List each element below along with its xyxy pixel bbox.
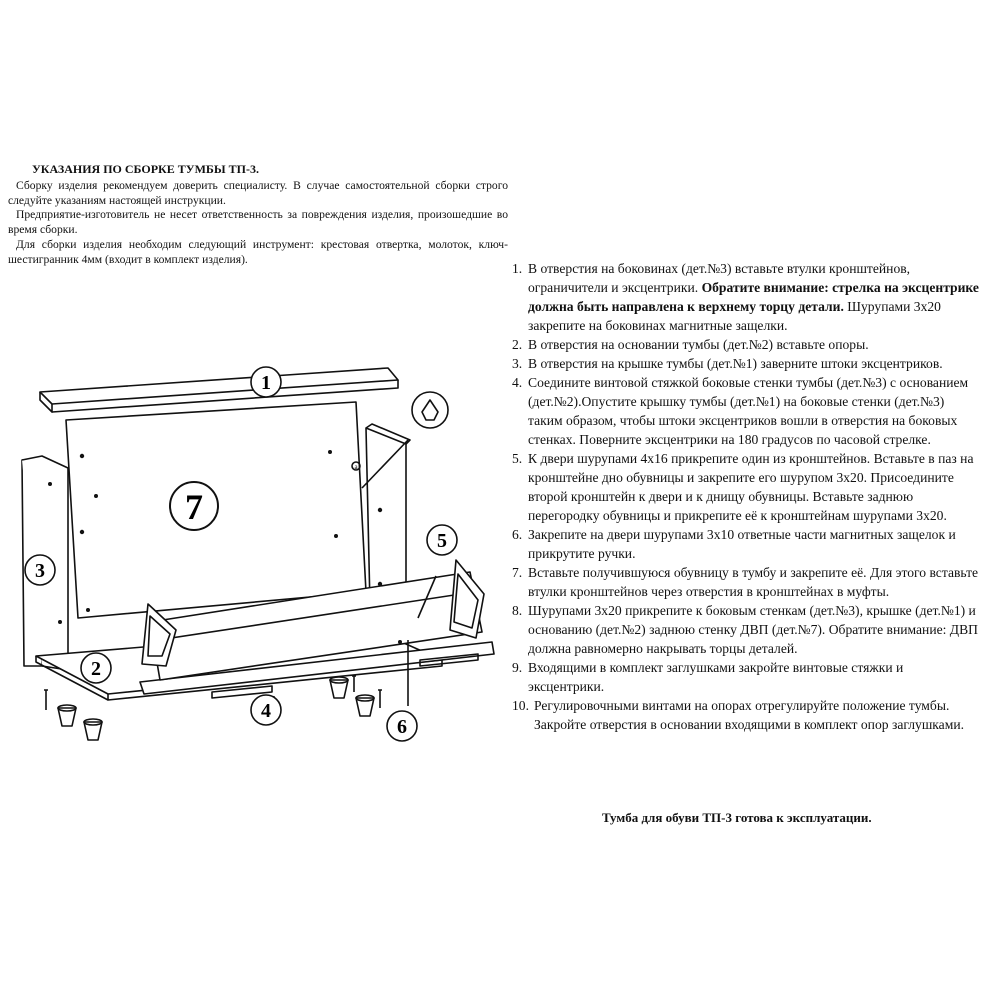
- step-text: В отверстия на основании тумбы (дет.№2) вставьте опоры.: [528, 337, 869, 352]
- step-text-after: Шурупами 3х20 закрепите на боковинах магнитные защелки.: [528, 299, 941, 333]
- step-number: 5.: [512, 451, 523, 466]
- step-5: [512, 449, 980, 525]
- step-2: [512, 335, 980, 354]
- svg-text:3: 3: [35, 560, 45, 582]
- document-title: УКАЗАНИЯ ПО СБОРКЕ ТУМБЫ ТП-3.: [32, 162, 259, 176]
- label-2: [81, 653, 111, 683]
- assembly-diagram: [0, 360, 510, 760]
- step-10: [512, 696, 980, 734]
- step-number: 9.: [512, 660, 523, 675]
- step-number: 10.: [512, 698, 529, 713]
- step-text: Шурупами 3х20 прикрепите к боковым стенкам (дет.№3), крышке (дет.№1) и основанию (дет.№2) заднюю стенку ДВП (дет.№7). Обратите внимание: ДВП должна равномерно накрывать торцы деталей.: [528, 603, 978, 656]
- step-text: Входящими в комплект заглушками закройте винтовые стяжки и эксцентрики.: [528, 660, 904, 694]
- step-number: 7.: [512, 565, 523, 580]
- top-panel: [40, 368, 398, 404]
- step-text: Соедините винтовой стяжкой боковые стенки тумбы (дет.№3) с основанием (дет.№2).Опустите крышку тумбы (дет.№1) на боковые стенки (дет.№3) таким образом, чтобы штоки эксцентриков вошли в отверстия на боковых стенках. Поверните эксцентрики на 180 градусов по часовой стрелке.: [528, 375, 969, 447]
- step-text: В отверстия на крышке тумбы (дет.№1) заверните штоки эксцентриков.: [528, 356, 943, 371]
- step-6: [512, 525, 980, 563]
- step-text: В отверстия на боковинах (дет.№3) вставьте втулки кронштейнов, ограничители и эксцентрики.: [528, 261, 911, 295]
- leg-back-right-1: [330, 677, 348, 698]
- svg-text:5: 5: [437, 530, 447, 552]
- svg-text:6: 6: [397, 716, 407, 738]
- step-text: К двери шурупами 4х16 прикрепите один из кронштейнов. Вставьте в паз на кронштейне дно обувницы и закрепите его шурупом 3х20. Присоедините второй кронштейн к двери и к днищу обувницы. Вставьте заднюю перегородку обувницы и прикрепите её к кронштейнам шурупами 3х20.: [528, 451, 974, 523]
- label-7: [170, 482, 218, 530]
- intro-paragraph-1: Сборку изделия рекомендуем доверить специалисту. В случае самостоятельной сборки строго следуйте указаниям настоящей инструкции.: [8, 178, 508, 207]
- svg-text:2: 2: [91, 658, 101, 680]
- step-1: [512, 259, 980, 335]
- step-8: [512, 601, 980, 658]
- step-4: [512, 373, 980, 449]
- leg-front-left: [58, 705, 76, 726]
- label-4: [251, 695, 281, 725]
- label-5: [427, 525, 457, 555]
- step-warning: Обратите внимание: стрелка на эксцентрике должна быть направлена к верхнему торцу детали.: [528, 280, 979, 314]
- step-text: Закрепите на двери шурупами 3х10 ответные части магнитных защелок и прикрутите ручки.: [528, 527, 956, 561]
- final-note: Тумба для обуви ТП-3 готова к эксплуатации.: [602, 810, 872, 825]
- step-number: 2.: [512, 337, 523, 352]
- step-number: 1.: [512, 261, 523, 276]
- leg-back-right-2: [356, 695, 374, 716]
- step-number: 3.: [512, 356, 523, 371]
- step-text: Регулировочными винтами на опорах отрегулируйте положение тумбы. Закройте отверстия в основании входящими в комплект опор заглушками.: [534, 698, 964, 732]
- step-number: 6.: [512, 527, 523, 542]
- assembly-steps: [512, 259, 980, 734]
- step-text: Вставьте получившуюся обувницу в тумбу и закрепите её. Для этого вставьте втулки кронштейнов через отверстия в кронштейнах в муфты.: [528, 565, 979, 599]
- intro-paragraph-2: Предприятие-изготовитель не несет ответственность за повреждения изделия, произошедшие во время сборки.: [8, 208, 508, 237]
- intro-paragraph-3: Для сборки изделия необходим следующий инструмент: крестовая отвертка, молоток, ключ-шестигранник 4мм (входит в комплект изделия).: [8, 237, 508, 266]
- leg-front-mid: [84, 719, 102, 740]
- eccentric-detail-letter: а: [354, 463, 358, 471]
- label-1: [251, 367, 281, 397]
- step-3: [512, 354, 980, 373]
- svg-text:1: 1: [261, 372, 271, 394]
- svg-text:7: 7: [185, 487, 203, 527]
- step-7: [512, 563, 980, 601]
- label-3: [25, 555, 55, 585]
- step-number: 8.: [512, 603, 523, 618]
- step-number: 4.: [512, 375, 523, 390]
- label-6: [387, 711, 417, 741]
- intro-block: [8, 162, 508, 268]
- svg-text:4: 4: [261, 700, 271, 722]
- step-9: [512, 658, 980, 696]
